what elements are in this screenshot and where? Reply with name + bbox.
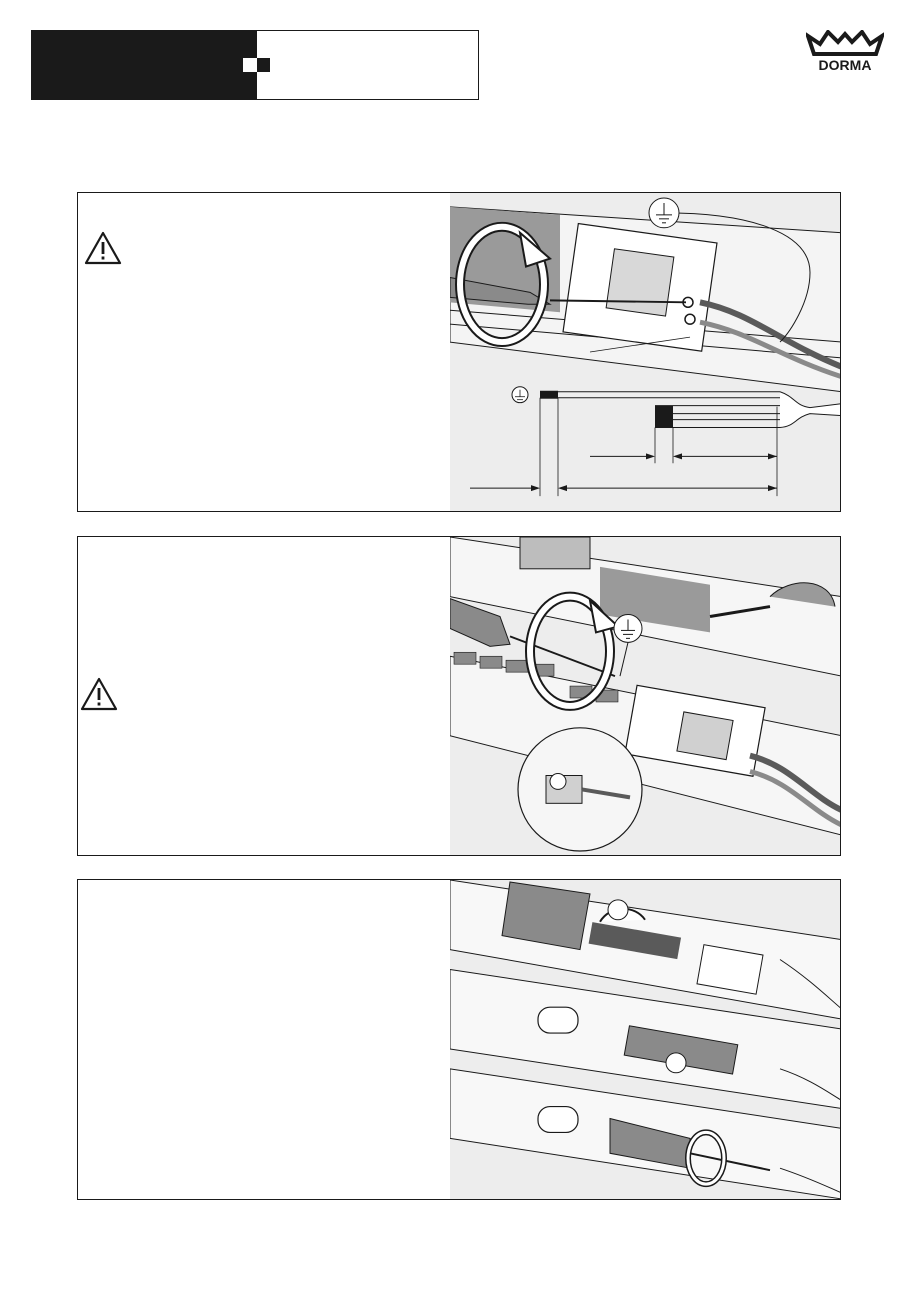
step-panel-1 (77, 192, 841, 512)
header-black-block (31, 30, 257, 100)
header-chip-black (257, 58, 270, 72)
warning-triangle-icon (84, 231, 122, 265)
ground-symbol-icon (512, 387, 528, 403)
ground-symbol-icon (649, 198, 679, 228)
dorma-logo (806, 30, 884, 74)
step-panel-3 (77, 879, 841, 1200)
crown-icon (806, 30, 884, 74)
header-chip-white (243, 58, 257, 72)
logo-text: DORMA (818, 57, 872, 73)
step-2-text-area (78, 537, 450, 855)
step-panel-2 (77, 536, 841, 856)
ground-symbol-icon (614, 615, 642, 643)
step-3-illustration (450, 880, 841, 1199)
step-2-illustration (450, 537, 841, 855)
step-3-text-area (78, 880, 450, 1199)
step-1-text-area (78, 193, 450, 511)
warning-triangle-icon (80, 677, 118, 711)
step-1-illustration (450, 193, 841, 511)
header-white-block (256, 30, 479, 100)
